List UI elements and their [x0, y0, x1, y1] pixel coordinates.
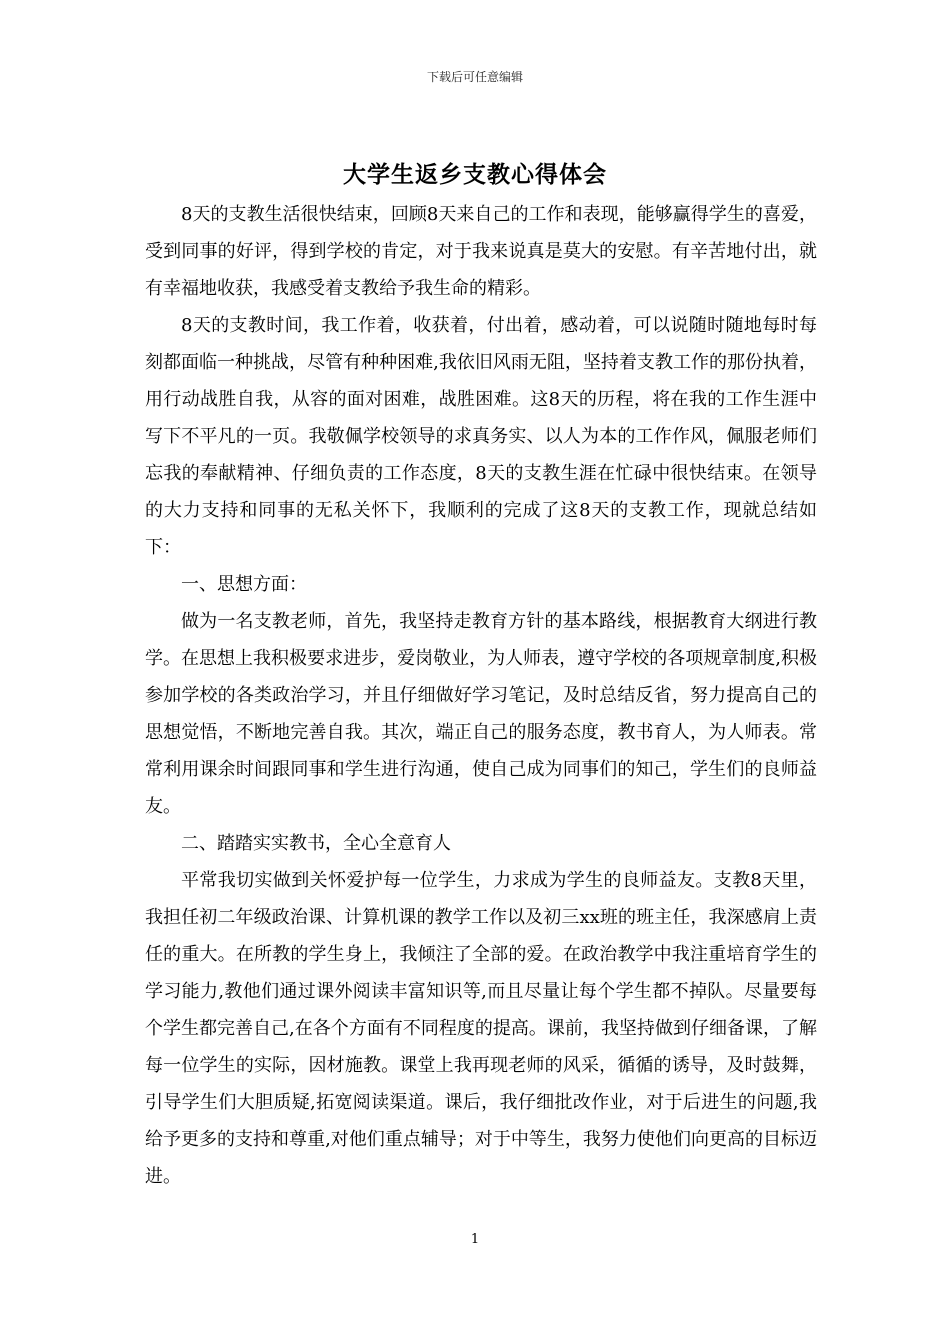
document-body — [145, 196, 817, 1195]
paragraph-thought: 做为一名支教老师，首先，我坚持走教育方针的基本路线，根据教育大纲进行教学。在思想上我积极要求进步，爱岗敬业，为人师表，遵守学校的各项规章制度,积极参加学校的各类政治学习，并且仔细做好学习笔记，及时总结反省，努力提高自己的思想觉悟，不断地完善自我。其次，端正自己的服务态度，教书育人，为人师表。常常利用课余时间跟同事和学生进行沟通，使自己成为同事们的知己，学生们的良师益友。 — [145, 611, 817, 817]
paragraph-intro: 8天的支教生活很快结束，回顾8天来自己的工作和表现，能够赢得学生的喜爱，受到同事的好评，得到学校的肯定，对于我来说真是莫大的安慰。有辛苦地付出，就有幸福地收获，我感受着支教给予我生命的精彩。 — [145, 204, 817, 299]
section-heading-teaching: 二、踏踏实实教书，全心全意育人 — [181, 833, 451, 854]
paragraph-work-summary: 8天的支教时间，我工作着，收获着，付出着，感动着，可以说随时随地每时每刻都面临一种挑战，尽管有种种困难,我依旧风雨无阻，坚持着支教工作的那份执着，用行动战胜自我，从容的面对困难，战胜困难。这8天的历程，将在我的工作生涯中写下不平凡的一页。我敬佩学校领导的求真务实、以人为本的工作作风，佩服老师们忘我的奉献精神、仔细负责的工作态度，8天的支教生涯在忙碌中很快结束。在领导的大力支持和同事的无私关怀下，我顺利的完成了这8天的支教工作，现就总结如下： — [145, 315, 817, 558]
page-header-note: 下载后可任意编辑 — [426, 70, 523, 84]
document-title: 大学生返乡支教心得体会 — [343, 161, 607, 188]
section-heading-thought: 一、思想方面： — [181, 574, 307, 595]
paragraph-teaching: 平常我切实做到关怀爱护每一位学生，力求成为学生的良师益友。支教8天里，我担任初二年级政治课、计算机课的教学工作以及初三xx班的班主任，我深感肩上责任的重大。在所教的学生身上，我倾注了全部的爱。在政治教学中我注重培育学生的学习能力,教他们通过课外阅读丰富知识等,而且尽量让每个学生都不掉队。尽量要每个学生都完善自己,在各个方面有不同程度的提高。课前，我坚持做到仔细备课，了解每一位学生的实际，因材施教。课堂上我再现老师的风采，循循的诱导，及时鼓舞，引导学生们大胆质疑,拓宽阅读渠道。课后，我仔细批改作业，对于后进生的问题,我给予更多的支持和尊重,对他们重点辅导；对于中等生，我努力使他们向更高的目标迈进。 — [145, 870, 817, 1187]
page-number: 1 — [470, 1232, 480, 1247]
